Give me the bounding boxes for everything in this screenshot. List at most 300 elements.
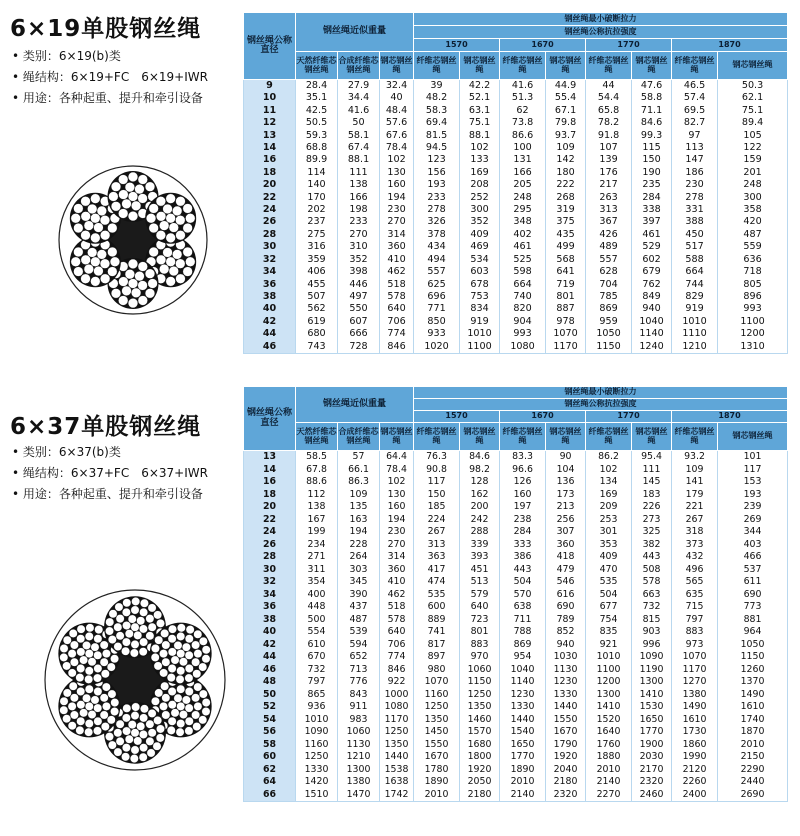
- value-cell: 252: [460, 192, 500, 204]
- value-cell: 1050: [718, 639, 788, 652]
- value-cell: 450: [672, 229, 718, 241]
- value-cell: 114: [296, 167, 338, 179]
- value-cell: 159: [718, 154, 788, 166]
- value-cell: 105: [718, 130, 788, 142]
- value-cell: 1920: [546, 751, 586, 764]
- value-cell: 578: [632, 576, 672, 589]
- value-cell: 123: [414, 154, 460, 166]
- value-cell: 102: [460, 142, 500, 154]
- grade-header: 1570: [414, 39, 500, 52]
- value-cell: 57.6: [380, 117, 414, 129]
- value-cell: 518: [380, 601, 414, 614]
- value-cell: 268: [546, 192, 586, 204]
- value-cell: 69.4: [414, 117, 460, 129]
- value-cell: 359: [296, 254, 338, 266]
- value-cell: 663: [632, 589, 672, 602]
- value-cell: 881: [718, 614, 788, 627]
- value-cell: 338: [632, 204, 672, 216]
- value-cell: 993: [500, 328, 546, 340]
- value-cell: 1170: [380, 714, 414, 727]
- value-cell: 1170: [546, 341, 586, 354]
- value-cell: 611: [718, 576, 788, 589]
- value-cell: 112: [296, 489, 338, 502]
- value-cell: 1530: [632, 701, 672, 714]
- value-cell: 535: [414, 589, 460, 602]
- value-cell: 579: [460, 589, 500, 602]
- diameter-cell: 32: [244, 576, 296, 589]
- value-cell: 887: [546, 303, 586, 315]
- value-cell: 1060: [338, 726, 380, 739]
- diameter-cell: 20: [244, 501, 296, 514]
- value-cell: 197: [500, 501, 546, 514]
- value-cell: 565: [672, 576, 718, 589]
- value-cell: 2040: [546, 764, 586, 777]
- value-cell: 1540: [500, 726, 546, 739]
- value-cell: 140: [296, 179, 338, 191]
- value-cell: 40: [380, 92, 414, 104]
- value-cell: 771: [414, 303, 460, 315]
- value-cell: 193: [414, 179, 460, 191]
- value-cell: 504: [500, 576, 546, 589]
- value-cell: 921: [586, 639, 632, 652]
- value-cell: 410: [380, 254, 414, 266]
- sub-header: 纤维芯钢丝绳: [500, 52, 546, 80]
- value-cell: 903: [632, 626, 672, 639]
- value-cell: 54.4: [586, 92, 632, 104]
- value-cell: 2140: [500, 789, 546, 802]
- sub-header: 钢芯钢丝绳: [546, 423, 586, 451]
- value-cell: 2460: [632, 789, 672, 802]
- value-cell: 230: [380, 526, 414, 539]
- table-row: [244, 266, 788, 278]
- value-cell: 111: [632, 464, 672, 477]
- value-cell: 363: [414, 551, 460, 564]
- table-row: [244, 254, 788, 266]
- value-cell: 63.1: [460, 105, 500, 117]
- value-cell: 353: [586, 539, 632, 552]
- table-row: [244, 303, 788, 315]
- value-cell: 224: [414, 514, 460, 527]
- value-cell: 1440: [500, 714, 546, 727]
- value-cell: 57: [338, 451, 380, 464]
- value-cell: 443: [632, 551, 672, 564]
- value-cell: 313: [414, 539, 460, 552]
- table-row: [244, 105, 788, 117]
- value-cell: 474: [414, 576, 460, 589]
- value-cell: 50: [338, 117, 380, 129]
- diameter-cell: 64: [244, 776, 296, 789]
- value-cell: 65.8: [586, 105, 632, 117]
- spec-usage: • 用途：各种起重、提升和牵引设备: [12, 484, 208, 505]
- diameter-cell: 30: [244, 241, 296, 253]
- value-cell: 487: [718, 229, 788, 241]
- diameter-cell: 50: [244, 689, 296, 702]
- value-cell: 307: [546, 526, 586, 539]
- value-cell: 776: [338, 676, 380, 689]
- value-cell: 130: [380, 489, 414, 502]
- value-cell: 1990: [672, 751, 718, 764]
- diameter-cell: 10: [244, 92, 296, 104]
- value-cell: 964: [718, 626, 788, 639]
- value-cell: 578: [380, 614, 414, 627]
- diameter-cell: 12: [244, 117, 296, 129]
- value-cell: 1150: [586, 341, 632, 354]
- value-cell: 84.6: [460, 451, 500, 464]
- sub-header: 钢芯钢丝绳: [546, 52, 586, 80]
- value-cell: 1070: [414, 676, 460, 689]
- value-cell: 1170: [672, 664, 718, 677]
- value-cell: 50.5: [296, 117, 338, 129]
- value-cell: 883: [460, 639, 500, 652]
- value-cell: 90.8: [414, 464, 460, 477]
- value-cell: 58.1: [338, 130, 380, 142]
- value-cell: 409: [460, 229, 500, 241]
- sub-header: 钢芯钢丝绳: [632, 52, 672, 80]
- value-cell: 1050: [586, 328, 632, 340]
- diameter-cell: 44: [244, 651, 296, 664]
- value-cell: 288: [460, 526, 500, 539]
- value-cell: 67.6: [380, 130, 414, 142]
- table-row: [244, 80, 788, 93]
- value-cell: 248: [500, 192, 546, 204]
- value-cell: 117: [414, 476, 460, 489]
- table-row: [244, 154, 788, 166]
- table-row: [244, 316, 788, 328]
- value-cell: 271: [296, 551, 338, 564]
- col-header-tensile-strength: 钢丝绳公称抗拉强度: [414, 26, 788, 39]
- sub-header: 纤维芯钢丝绳: [672, 423, 718, 451]
- value-cell: 102: [586, 464, 632, 477]
- value-cell: 2010: [500, 776, 546, 789]
- value-cell: 696: [414, 291, 460, 303]
- value-cell: 2260: [672, 776, 718, 789]
- value-cell: 846: [380, 341, 414, 354]
- diameter-cell: 58: [244, 739, 296, 752]
- value-cell: 640: [380, 303, 414, 315]
- value-cell: 539: [338, 626, 380, 639]
- value-cell: 2400: [672, 789, 718, 802]
- value-cell: 600: [414, 601, 460, 614]
- spec-usage: • 用途：各种起重、提升和牵引设备: [12, 88, 208, 109]
- diameter-cell: 22: [244, 514, 296, 527]
- value-cell: 980: [414, 664, 460, 677]
- value-cell: 487: [338, 614, 380, 627]
- value-cell: 90: [546, 451, 586, 464]
- value-cell: 102: [380, 154, 414, 166]
- value-cell: 507: [296, 291, 338, 303]
- value-cell: 1160: [414, 689, 460, 702]
- value-cell: 109: [672, 464, 718, 477]
- value-cell: 199: [296, 526, 338, 539]
- value-cell: 546: [546, 576, 586, 589]
- diameter-cell: 52: [244, 701, 296, 714]
- value-cell: 319: [546, 204, 586, 216]
- value-cell: 518: [380, 279, 414, 291]
- value-cell: 378: [414, 229, 460, 241]
- value-cell: 1150: [460, 676, 500, 689]
- value-cell: 278: [414, 204, 460, 216]
- value-cell: 537: [718, 564, 788, 577]
- value-cell: 139: [586, 154, 632, 166]
- value-cell: 1250: [460, 689, 500, 702]
- value-cell: 1060: [460, 664, 500, 677]
- table-row: [244, 701, 788, 714]
- value-cell: 461: [500, 241, 546, 253]
- value-cell: 234: [296, 539, 338, 552]
- value-cell: 1730: [672, 726, 718, 739]
- value-cell: 109: [338, 489, 380, 502]
- value-cell: 417: [414, 564, 460, 577]
- value-cell: 728: [338, 341, 380, 354]
- value-cell: 238: [500, 514, 546, 527]
- value-cell: 2010: [414, 789, 460, 802]
- diameter-cell: 9: [244, 80, 296, 93]
- value-cell: 2010: [586, 764, 632, 777]
- value-cell: 461: [632, 229, 672, 241]
- value-cell: 616: [546, 589, 586, 602]
- table-row: [244, 328, 788, 340]
- value-cell: 310: [338, 241, 380, 253]
- value-cell: 1260: [718, 664, 788, 677]
- value-cell: 504: [586, 589, 632, 602]
- diameter-cell: 16: [244, 154, 296, 166]
- value-cell: 940: [632, 303, 672, 315]
- sub-header: 钢芯钢丝绳: [380, 423, 414, 451]
- diameter-cell: 26: [244, 539, 296, 552]
- value-cell: 797: [672, 614, 718, 627]
- value-cell: 406: [296, 266, 338, 278]
- value-cell: 163: [338, 514, 380, 527]
- grade-header: 1570: [414, 411, 500, 423]
- section-6x37: [0, 382, 800, 836]
- value-cell: 640: [460, 601, 500, 614]
- value-cell: 397: [632, 216, 672, 228]
- value-cell: 1570: [460, 726, 500, 739]
- value-cell: 754: [586, 614, 632, 627]
- value-cell: 352: [460, 216, 500, 228]
- value-cell: 846: [380, 664, 414, 677]
- value-cell: 239: [718, 501, 788, 514]
- value-cell: 1090: [296, 726, 338, 739]
- value-cell: 973: [672, 639, 718, 652]
- value-cell: 301: [586, 526, 632, 539]
- value-cell: 109: [546, 142, 586, 154]
- table-row: [244, 216, 788, 228]
- value-cell: 1190: [632, 664, 672, 677]
- diameter-cell: 26: [244, 216, 296, 228]
- value-cell: 954: [500, 651, 546, 664]
- value-cell: 420: [718, 216, 788, 228]
- value-cell: 1550: [414, 739, 460, 752]
- value-cell: 993: [718, 303, 788, 315]
- value-cell: 1450: [414, 726, 460, 739]
- value-cell: 313: [586, 204, 632, 216]
- value-cell: 904: [500, 316, 546, 328]
- value-cell: 88.1: [338, 154, 380, 166]
- value-cell: 570: [500, 589, 546, 602]
- value-cell: 170: [296, 192, 338, 204]
- spec-list: [12, 442, 208, 505]
- value-cell: 628: [586, 266, 632, 278]
- rope-cross-section-image: [58, 165, 208, 315]
- value-cell: 235: [632, 179, 672, 191]
- value-cell: 156: [414, 167, 460, 179]
- value-cell: 354: [296, 576, 338, 589]
- table-row: [244, 167, 788, 179]
- value-cell: 2320: [632, 776, 672, 789]
- value-cell: 919: [460, 316, 500, 328]
- value-cell: 970: [460, 651, 500, 664]
- value-cell: 169: [586, 489, 632, 502]
- value-cell: 568: [546, 254, 586, 266]
- value-cell: 134: [586, 476, 632, 489]
- value-cell: 1870: [718, 726, 788, 739]
- table-body: [244, 451, 788, 802]
- value-cell: 133: [460, 154, 500, 166]
- value-cell: 1130: [338, 739, 380, 752]
- value-cell: 773: [718, 601, 788, 614]
- value-cell: 1250: [296, 751, 338, 764]
- value-cell: 86.2: [586, 451, 632, 464]
- value-cell: 314: [380, 551, 414, 564]
- value-cell: 102: [380, 476, 414, 489]
- table-row: [244, 279, 788, 291]
- value-cell: 183: [632, 489, 672, 502]
- diameter-cell: 30: [244, 564, 296, 577]
- value-cell: 1350: [380, 739, 414, 752]
- grade-header: 1670: [500, 411, 586, 423]
- value-cell: 71.1: [632, 105, 672, 117]
- value-cell: 719: [546, 279, 586, 291]
- value-cell: 138: [338, 179, 380, 191]
- value-cell: 603: [460, 266, 500, 278]
- value-cell: 666: [338, 328, 380, 340]
- value-cell: 1680: [460, 739, 500, 752]
- value-cell: 179: [672, 489, 718, 502]
- value-cell: 58.3: [414, 105, 460, 117]
- value-cell: 344: [718, 526, 788, 539]
- value-cell: 2320: [546, 789, 586, 802]
- value-cell: 1490: [718, 689, 788, 702]
- value-cell: 83.3: [500, 451, 546, 464]
- value-cell: 230: [380, 204, 414, 216]
- value-cell: 1000: [380, 689, 414, 702]
- value-cell: 375: [546, 216, 586, 228]
- value-cell: 1440: [380, 751, 414, 764]
- diameter-cell: 56: [244, 726, 296, 739]
- spec-category: • 类别：6×37(b)类: [12, 442, 208, 463]
- col-header-breaking-force: 钢丝绳最小破断拉力: [414, 387, 788, 399]
- table-row: [244, 229, 788, 241]
- value-cell: 1490: [672, 701, 718, 714]
- value-cell: 652: [338, 651, 380, 664]
- value-cell: 706: [380, 639, 414, 652]
- value-cell: 2140: [586, 776, 632, 789]
- value-cell: 1230: [500, 689, 546, 702]
- value-cell: 690: [718, 589, 788, 602]
- value-cell: 1650: [500, 739, 546, 752]
- value-cell: 753: [460, 291, 500, 303]
- diameter-cell: 40: [244, 303, 296, 315]
- value-cell: 1610: [672, 714, 718, 727]
- section-6x19: [0, 0, 800, 380]
- value-cell: 44: [586, 80, 632, 93]
- table-row: [244, 601, 788, 614]
- value-cell: 360: [380, 564, 414, 577]
- value-cell: 367: [586, 216, 632, 228]
- value-cell: 1140: [632, 328, 672, 340]
- value-cell: 741: [414, 626, 460, 639]
- diameter-cell: 22: [244, 192, 296, 204]
- value-cell: 489: [586, 241, 632, 253]
- value-cell: 559: [718, 241, 788, 253]
- value-cell: 95.4: [632, 451, 672, 464]
- value-cell: 1250: [380, 726, 414, 739]
- sub-header: 纤维芯钢丝绳: [414, 52, 460, 80]
- value-cell: 228: [338, 539, 380, 552]
- value-cell: 113: [672, 142, 718, 154]
- value-cell: 1070: [672, 651, 718, 664]
- grade-header: 1670: [500, 39, 586, 52]
- value-cell: 513: [460, 576, 500, 589]
- value-cell: 470: [586, 564, 632, 577]
- table-row: [244, 179, 788, 191]
- sub-header: 钢芯钢丝绳: [380, 52, 414, 80]
- table-row: [244, 589, 788, 602]
- value-cell: 126: [500, 476, 546, 489]
- diameter-cell: 28: [244, 551, 296, 564]
- table-row: [244, 564, 788, 577]
- value-cell: 557: [414, 266, 460, 278]
- diameter-cell: 11: [244, 105, 296, 117]
- value-cell: 534: [460, 254, 500, 266]
- value-cell: 1310: [718, 341, 788, 354]
- value-cell: 1140: [500, 676, 546, 689]
- value-cell: 278: [672, 192, 718, 204]
- value-cell: 1800: [460, 751, 500, 764]
- value-cell: 221: [672, 501, 718, 514]
- value-cell: 744: [672, 279, 718, 291]
- section-title: 6×37单股钢丝绳: [10, 414, 202, 440]
- value-cell: 704: [586, 279, 632, 291]
- value-cell: 788: [500, 626, 546, 639]
- value-cell: 222: [546, 179, 586, 191]
- table-row: [244, 639, 788, 652]
- value-cell: 35.1: [296, 92, 338, 104]
- value-cell: 194: [380, 514, 414, 527]
- grade-header: 1870: [672, 39, 788, 52]
- col-header-weight: 钢丝绳近似重量: [296, 387, 414, 423]
- value-cell: 131: [500, 154, 546, 166]
- value-cell: 835: [586, 626, 632, 639]
- value-cell: 57.4: [672, 92, 718, 104]
- value-cell: 896: [718, 291, 788, 303]
- value-cell: 267: [414, 526, 460, 539]
- value-cell: 1040: [500, 664, 546, 677]
- value-cell: 194: [380, 192, 414, 204]
- value-cell: 554: [296, 626, 338, 639]
- value-cell: 393: [460, 551, 500, 564]
- sub-header: 天然纤维芯钢丝绳: [296, 423, 338, 451]
- value-cell: 640: [380, 626, 414, 639]
- value-cell: 815: [632, 614, 672, 627]
- value-cell: 205: [500, 179, 546, 191]
- value-cell: 34.4: [338, 92, 380, 104]
- value-cell: 940: [546, 639, 586, 652]
- value-cell: 469: [460, 241, 500, 253]
- value-cell: 352: [338, 254, 380, 266]
- value-cell: 718: [718, 266, 788, 278]
